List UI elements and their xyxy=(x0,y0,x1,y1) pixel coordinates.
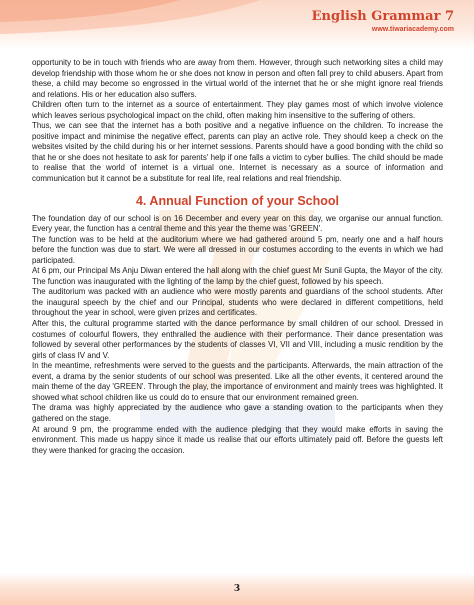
section-paragraph-1: The foundation day of our school is on 16 December and every year on this day, we organise our annual function. Every year, the function has a central theme and this year the theme was 'GREEN'. xyxy=(32,213,443,234)
section-paragraph-6: In the meantime, refreshments were served to the guests and the participants. Afterwards, the main attraction of the event, a drama by the senior students of our school was presented. Like all the other events, it centered around the main theme of the day 'GREEN'. Through the play, the importance of environment and mainly trees was highlighted. It showed what school children like us could do to ensure that our environment remained green. xyxy=(32,361,443,402)
intro-paragraph-2: Children often turn to the internet as a source of entertainment. They play games most of which involve violence which leaves serious psychological impact on the child, often making him insensitive to the suffering of others. xyxy=(32,100,443,120)
section-paragraph-7: The drama was highly appreciated by the audience who gave a standing ovation to the participants when they gathered on the stage. xyxy=(32,403,443,423)
section-paragraph-5: After this, the cultural programme started with the dance performance by small children of our school. Dressed in costumes of colourful flowers, they enthralled the audience with their performance. Their dance presentation was followed by several other performances by the students of classes VI, VII and VIII, including a music rendition by the girls of class IV and V. xyxy=(32,319,443,360)
section-heading: 4. Annual Function of your School xyxy=(135,193,339,208)
intro-paragraph-1: opportunity to be in touch with friends who are away from them. However, through such networking sites a child may develop friendship with those whom he or she does not know in person and often fall prey to child abusers. Apart from these, a child may become so engrossed in the virtual world of the internet that he or she might ignore real friends and relations. His or her education also suffers. xyxy=(32,58,443,99)
page-number: 3 xyxy=(233,584,241,594)
section-paragraph-3: At 6 pm, our Principal Ms Anju Diwan entered the hall along with the chief guest Mr Sunil Gupta, the Mayor of the city. The function was inaugurated with the lighting of the lamp by the chief guest, followed by his speech. xyxy=(32,266,443,286)
intro-paragraph-3: Thus, we can see that the internet has a both positive and a negative influence on the children. To increase the positive impact and minimise the negative effect, parents can play an active role. They should keep a check on the websites visited by the child during his or her internet sessions. Parents should have a good bonding with the child so that he or she does not hesitate to ask for parents' help if one falls a victim to cyber bullies. The child should be made to realise that the world of internet is a virtual one. Internet is necessary as a source of information and communication but it cannot be a substitute for real life, real relations and real friendship. xyxy=(32,121,443,184)
section-paragraph-2: The function was to be held at the auditorium where we had gathered around 5 pm, nearly one and a half hours before the function was due to start. We were all dressed in our costumes according to the events in which we had participated. xyxy=(32,234,443,265)
section-paragraph-4: The auditorium was packed with an audience who were mostly parents and guardians of the school students. After the inaugural speech by the chief and our Principal, students who were declared in different competitions, held throughout the year in school, were given prizes and certificates. xyxy=(32,287,443,318)
brand-block xyxy=(312,9,454,35)
header-url[interactable]: www.tiwariacademy.com xyxy=(371,26,454,33)
header-title: English Grammar 7 xyxy=(311,9,454,24)
page-content xyxy=(32,58,443,456)
header-band xyxy=(0,0,474,50)
section-paragraph-8: At around 9 pm, the programme ended with the audience pledging that they would make efforts in saving the environment. This made us happy since it made us realise that our efforts ultimately paid off. Before the guests left they were thanked for gracing the occasion. xyxy=(32,424,443,455)
